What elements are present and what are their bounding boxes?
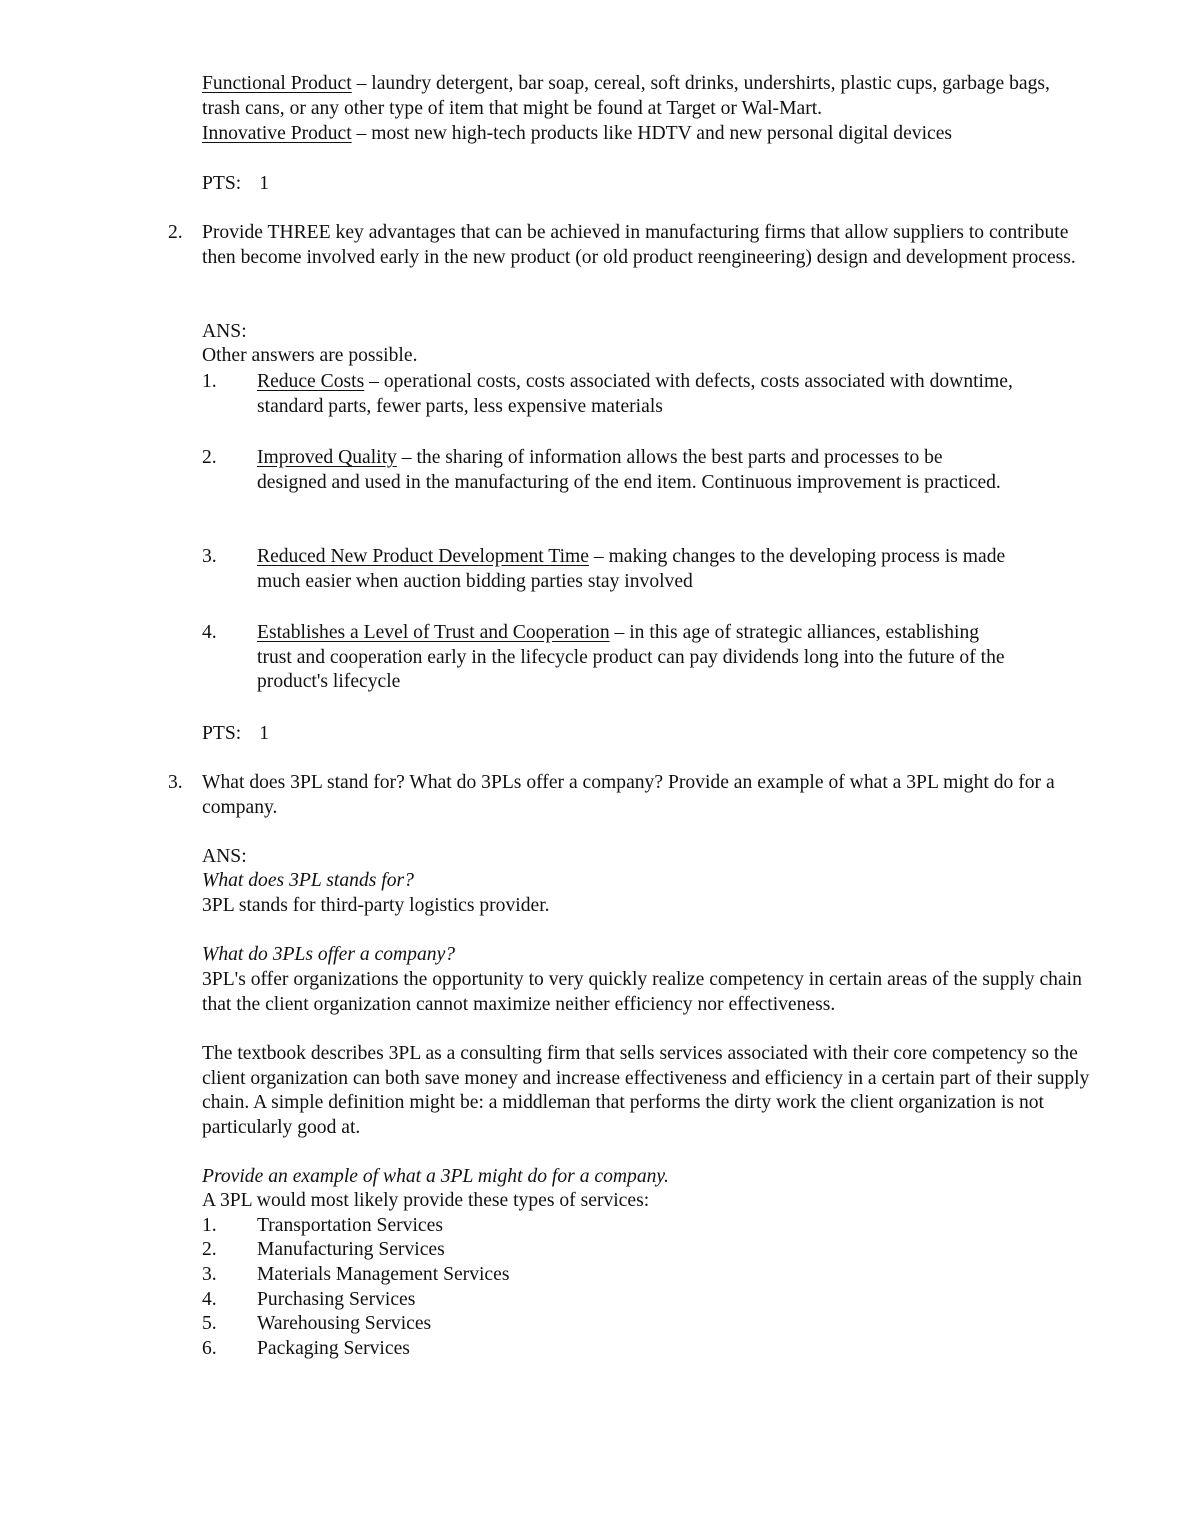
list-item-description: – operational costs, costs associated with defects, costs associated with downtime, standard parts, fewer parts, less expensive materials	[257, 371, 1013, 417]
list-item-label: Establishes a Level of Trust and Cooperation	[257, 622, 610, 643]
list-item-number: 1.	[202, 371, 217, 392]
functional-product-text: – laundry detergent, bar soap, cereal, soft drinks, undershirts, plastic cups, garbage bags, trash cans, or any other type of item that might be found at Target or Wal-Mart.	[202, 73, 1050, 119]
list-item-number: 3.	[202, 546, 217, 567]
list-item-number: 2.	[202, 447, 217, 468]
q2-question: Provide THREE key advantages that can be achieved in manufacturing firms that allow suppliers to contribute then become involved early in the new product (or old product reengineering) design and development process.	[202, 222, 1076, 268]
q3-ans-label: ANS:	[202, 846, 247, 867]
functional-product-label: Functional Product	[202, 73, 352, 94]
innovative-product-text: – most new high-tech products like HDTV and new personal digital devices	[351, 123, 953, 144]
q2-note: Other answers are possible.	[202, 345, 418, 366]
pts-value: 1	[259, 723, 270, 744]
q3-sub2-heading: What do 3PLs offer a company?	[202, 944, 456, 965]
q2-number: 2.	[168, 222, 183, 243]
service-text: Warehousing Services	[257, 1313, 432, 1334]
service-text: Transportation Services	[257, 1215, 443, 1236]
service-number: 1.	[202, 1215, 217, 1236]
list-item-text	[257, 370, 1017, 419]
pts-label: PTS:	[202, 173, 242, 194]
q2-ans-label: ANS:	[202, 321, 247, 342]
innovative-product-paragraph	[202, 122, 1092, 147]
service-text: Materials Management Services	[257, 1264, 510, 1285]
q3-sub3-intro: A 3PL would most likely provide these types of services:	[202, 1190, 650, 1211]
list-item-description: – making changes to the developing process is made much easier when auction bidding parties stay involved	[257, 546, 1006, 592]
q3-sub2-text2: The textbook describes 3PL as a consulting firm that sells services associated with their core competency so the client organization can both save money and increase effectiveness and efficiency in a certain part of their supply chain. A simple definition might be: a middleman that performs the dirty work the client organization is not particularly good at.	[202, 1043, 1090, 1139]
service-number: 4.	[202, 1289, 217, 1310]
service-text: Packaging Services	[257, 1338, 410, 1359]
list-item-text	[257, 446, 1017, 495]
q3-sub1-text: 3PL stands for third-party logistics provider.	[202, 895, 550, 916]
list-item-text	[257, 621, 1007, 695]
q3-sub1-heading: What does 3PL stands for?	[202, 870, 414, 891]
pts-label: PTS:	[202, 723, 242, 744]
list-item-description: – in this age of strategic alliances, establishing trust and cooperation early in the lifecycle product can pay dividends long into the future of the product's lifecycle	[257, 622, 1005, 693]
pts-value: 1	[259, 173, 270, 194]
q3-sub2-text: 3PL's offer organizations the opportunity to very quickly realize competency in certain areas of the supply chain that the client organization cannot maximize neither efficiency nor effectiveness.	[202, 969, 1082, 1015]
list-item-text	[257, 545, 1017, 594]
innovative-product-label: Innovative Product	[202, 123, 352, 144]
list-item-description: – the sharing of information allows the best parts and processes to be designed and used in the manufacturing of the end item. Continuous improvement is practiced.	[257, 447, 1001, 493]
list-item-label: Reduced New Product Development Time	[257, 546, 589, 567]
list-item-label: Reduce Costs	[257, 371, 365, 392]
functional-product-paragraph	[202, 72, 1092, 121]
q3-sub3-heading: Provide an example of what a 3PL might do for a company.	[202, 1166, 669, 1187]
service-number: 6.	[202, 1338, 217, 1359]
service-text: Manufacturing Services	[257, 1239, 445, 1260]
list-item-number: 4.	[202, 622, 217, 643]
q2-points	[202, 722, 1092, 747]
q3-question: What does 3PL stand for? What do 3PLs offer a company? Provide an example of what a 3PL might do for a company.	[202, 772, 1055, 818]
service-number: 3.	[202, 1264, 217, 1285]
q3-number: 3.	[168, 772, 183, 793]
service-number: 5.	[202, 1313, 217, 1334]
q1-points	[202, 172, 1092, 197]
service-number: 2.	[202, 1239, 217, 1260]
list-item-label: Improved Quality	[257, 447, 397, 468]
service-text: Purchasing Services	[257, 1289, 416, 1310]
